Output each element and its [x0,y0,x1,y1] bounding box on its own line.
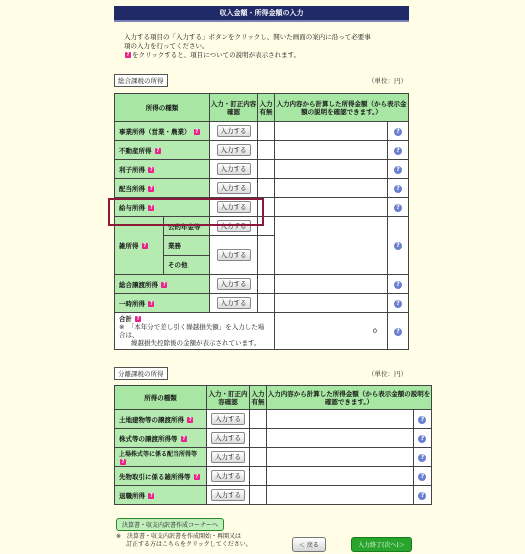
amount-cell [275,217,388,275]
statement-corner-link[interactable]: 決算書・収支内訳書作成コーナーへ [116,518,224,531]
bottom-note-1: ※ 決算書・収支内訳書を作成開始・再開又は [116,533,242,540]
status-cell [250,448,267,467]
amount-help-icon[interactable]: ? [418,454,426,462]
amount-cell [275,122,388,141]
total-label-cell: 合計 ? ※ 「本年分で差し引く繰越損失額」を入力した場合は、 繰越損失控除後の金額が表示されています。 [115,313,275,350]
amount-help-icon[interactable]: ? [394,128,402,136]
title-underline [114,20,409,22]
sub-label-pension: 公的年金等 [164,217,209,236]
total-note-2: 繰越損失控除後の金額が表示されています。 [131,339,261,347]
help-question-icon[interactable]: ? [143,242,147,249]
help-question-icon[interactable]: ? [121,458,125,465]
col-header-amount: 入力内容から計算した所得金額（から表示金額の説明を確認できます。） [275,94,409,122]
row-label: 利子所得 ? [115,160,210,179]
amount-cell [275,198,388,217]
input-button[interactable]: 入力する [217,163,251,175]
col-header-type: 所得の種類 [115,386,207,410]
row-label: 一時所得 ? [115,294,210,313]
row-label: 株式等の譲渡所得等 ? [115,429,207,448]
sub-label-business: 業務 [164,236,209,255]
back-button[interactable]: ＜ 戻る [292,537,326,552]
col-header-input: 入力・訂正内容確認 [207,386,250,410]
col-header-type: 所得の種類 [115,94,210,122]
row-label: 不動産所得 ? [115,141,210,160]
help-question-icon[interactable]: ? [149,492,153,499]
unit-label: （単位：円） [368,370,407,378]
table-row [115,410,432,429]
help-question-icon[interactable]: ? [136,316,140,322]
status-cell [258,236,275,275]
help-question-icon[interactable]: ? [149,300,153,307]
amount-help-icon[interactable]: ? [394,328,402,336]
section-label-general: 総合課税の所得 [114,74,168,87]
amount-cell [267,429,414,448]
amount-help-icon[interactable]: ? [394,185,402,193]
row-label: 配当所得 ? [115,179,210,198]
row-label: 総合譲渡所得 ? [115,275,210,294]
table-row [115,294,409,313]
amount-help-icon[interactable]: ? [394,166,402,174]
help-question-icon[interactable]: ? [182,435,186,442]
amount-cell [275,275,388,294]
total-amount: 0 [275,313,388,350]
col-header-input: 入力・訂正内容確認 [210,94,258,122]
status-cell [258,160,275,179]
table-row [115,448,432,467]
status-cell [258,179,275,198]
status-cell [258,275,275,294]
page-title: 収入金額・所得金額の入力 [114,6,409,20]
total-row [115,313,409,350]
table-row [115,486,432,505]
highlight-box [108,198,264,226]
status-cell [258,122,275,141]
row-label: 先物取引に係る雑所得等 ? [115,467,207,486]
row-label: 給与所得 ? [115,198,210,217]
input-button[interactable]: 入力する [211,470,245,482]
table-row [115,179,409,198]
amount-help-icon[interactable]: ? [394,300,402,308]
amount-cell [275,179,388,198]
input-button[interactable]: 入力する [217,144,251,156]
help-question-icon[interactable]: ? [149,204,153,211]
status-cell [250,486,267,505]
help-question-icon[interactable]: ? [149,185,153,192]
input-button[interactable]: 入力する [211,432,245,444]
status-cell [250,467,267,486]
help-question-icon[interactable]: ? [195,128,199,135]
row-label: 雑所得 ? [115,217,164,274]
table-row [115,429,432,448]
input-button[interactable]: 入力する [217,201,251,213]
next-button[interactable]: 入力終了(次へ)＞ [351,537,412,552]
amount-cell [267,410,414,429]
intro-text [124,33,424,60]
section-label-separate: 分離課税の所得 [114,367,168,380]
intro-line-3: ? をクリックすると、項目についての説明が表示されます。 [126,51,301,59]
table-row [115,467,432,486]
amount-help-icon[interactable]: ? [418,492,426,500]
amount-help-icon[interactable]: ? [418,435,426,443]
separate-income-table [114,385,432,505]
amount-help-icon[interactable]: ? [394,204,402,212]
amount-help-icon[interactable]: ? [418,416,426,424]
total-note-1: ※ 「本年分で差し引く繰越損失額」を入力した場合は、 [119,323,265,339]
input-button[interactable]: 入力する [217,182,251,194]
table-row [115,141,409,160]
col-header-status: 入力有無 [250,386,267,410]
status-cell [258,294,275,313]
input-button[interactable]: 入力する [217,125,251,137]
help-question-icon[interactable]: ? [156,147,160,154]
amount-help-icon[interactable]: ? [394,281,402,289]
amount-cell [275,294,388,313]
bottom-note-2: 訂正する方はこちらをクリックしてください。 [126,541,252,548]
amount-cell [267,486,414,505]
input-button[interactable]: 入力する [217,278,251,290]
bottom-note [116,533,252,549]
help-question-icon: ? [126,52,130,58]
input-button[interactable]: 入力する [211,451,245,463]
amount-cell [267,467,414,486]
intro-line-2: 項の入力を行ってください。 [124,42,209,50]
table-row [115,160,409,179]
input-button[interactable]: 入力する [211,413,245,425]
row-label: 上場株式等に係る配当所得等 ? [115,448,207,467]
col-header-amount: 入力内容から計算した所得金額（から表示金額の説明を確認できます。） [267,386,432,410]
table-row [115,275,409,294]
unit-label: （単位：円） [368,77,407,85]
input-button[interactable]: 入力する [217,249,251,261]
status-cell [250,429,267,448]
input-button[interactable]: 入力する [217,297,251,309]
col-header-status: 入力有無 [258,94,275,122]
help-question-icon[interactable]: ? [162,281,166,288]
help-question-icon[interactable]: ? [195,473,199,480]
help-question-icon[interactable]: ? [188,416,192,423]
amount-cell [275,141,388,160]
row-label: 土地建物等の譲渡所得 ? [115,410,207,429]
amount-help-icon[interactable]: ? [394,242,402,250]
help-question-icon[interactable]: ? [149,166,153,173]
row-label: 事業所得（営業・農業） ? [115,122,210,141]
amount-help-icon[interactable]: ? [418,473,426,481]
amount-cell [275,160,388,179]
sub-label-other: その他 [168,261,188,270]
input-button[interactable]: 入力する [217,220,251,232]
amount-cell [267,448,414,467]
input-button[interactable]: 入力する [211,489,245,501]
amount-help-icon[interactable]: ? [394,147,402,155]
status-cell [258,141,275,160]
status-cell [250,410,267,429]
table-row [115,122,409,141]
intro-line-1: 入力する項目の「入力する」ボタンをクリックし、開いた画面の案内に沿って必要事 [124,33,371,41]
row-label: 退職所得 ? [115,486,207,505]
